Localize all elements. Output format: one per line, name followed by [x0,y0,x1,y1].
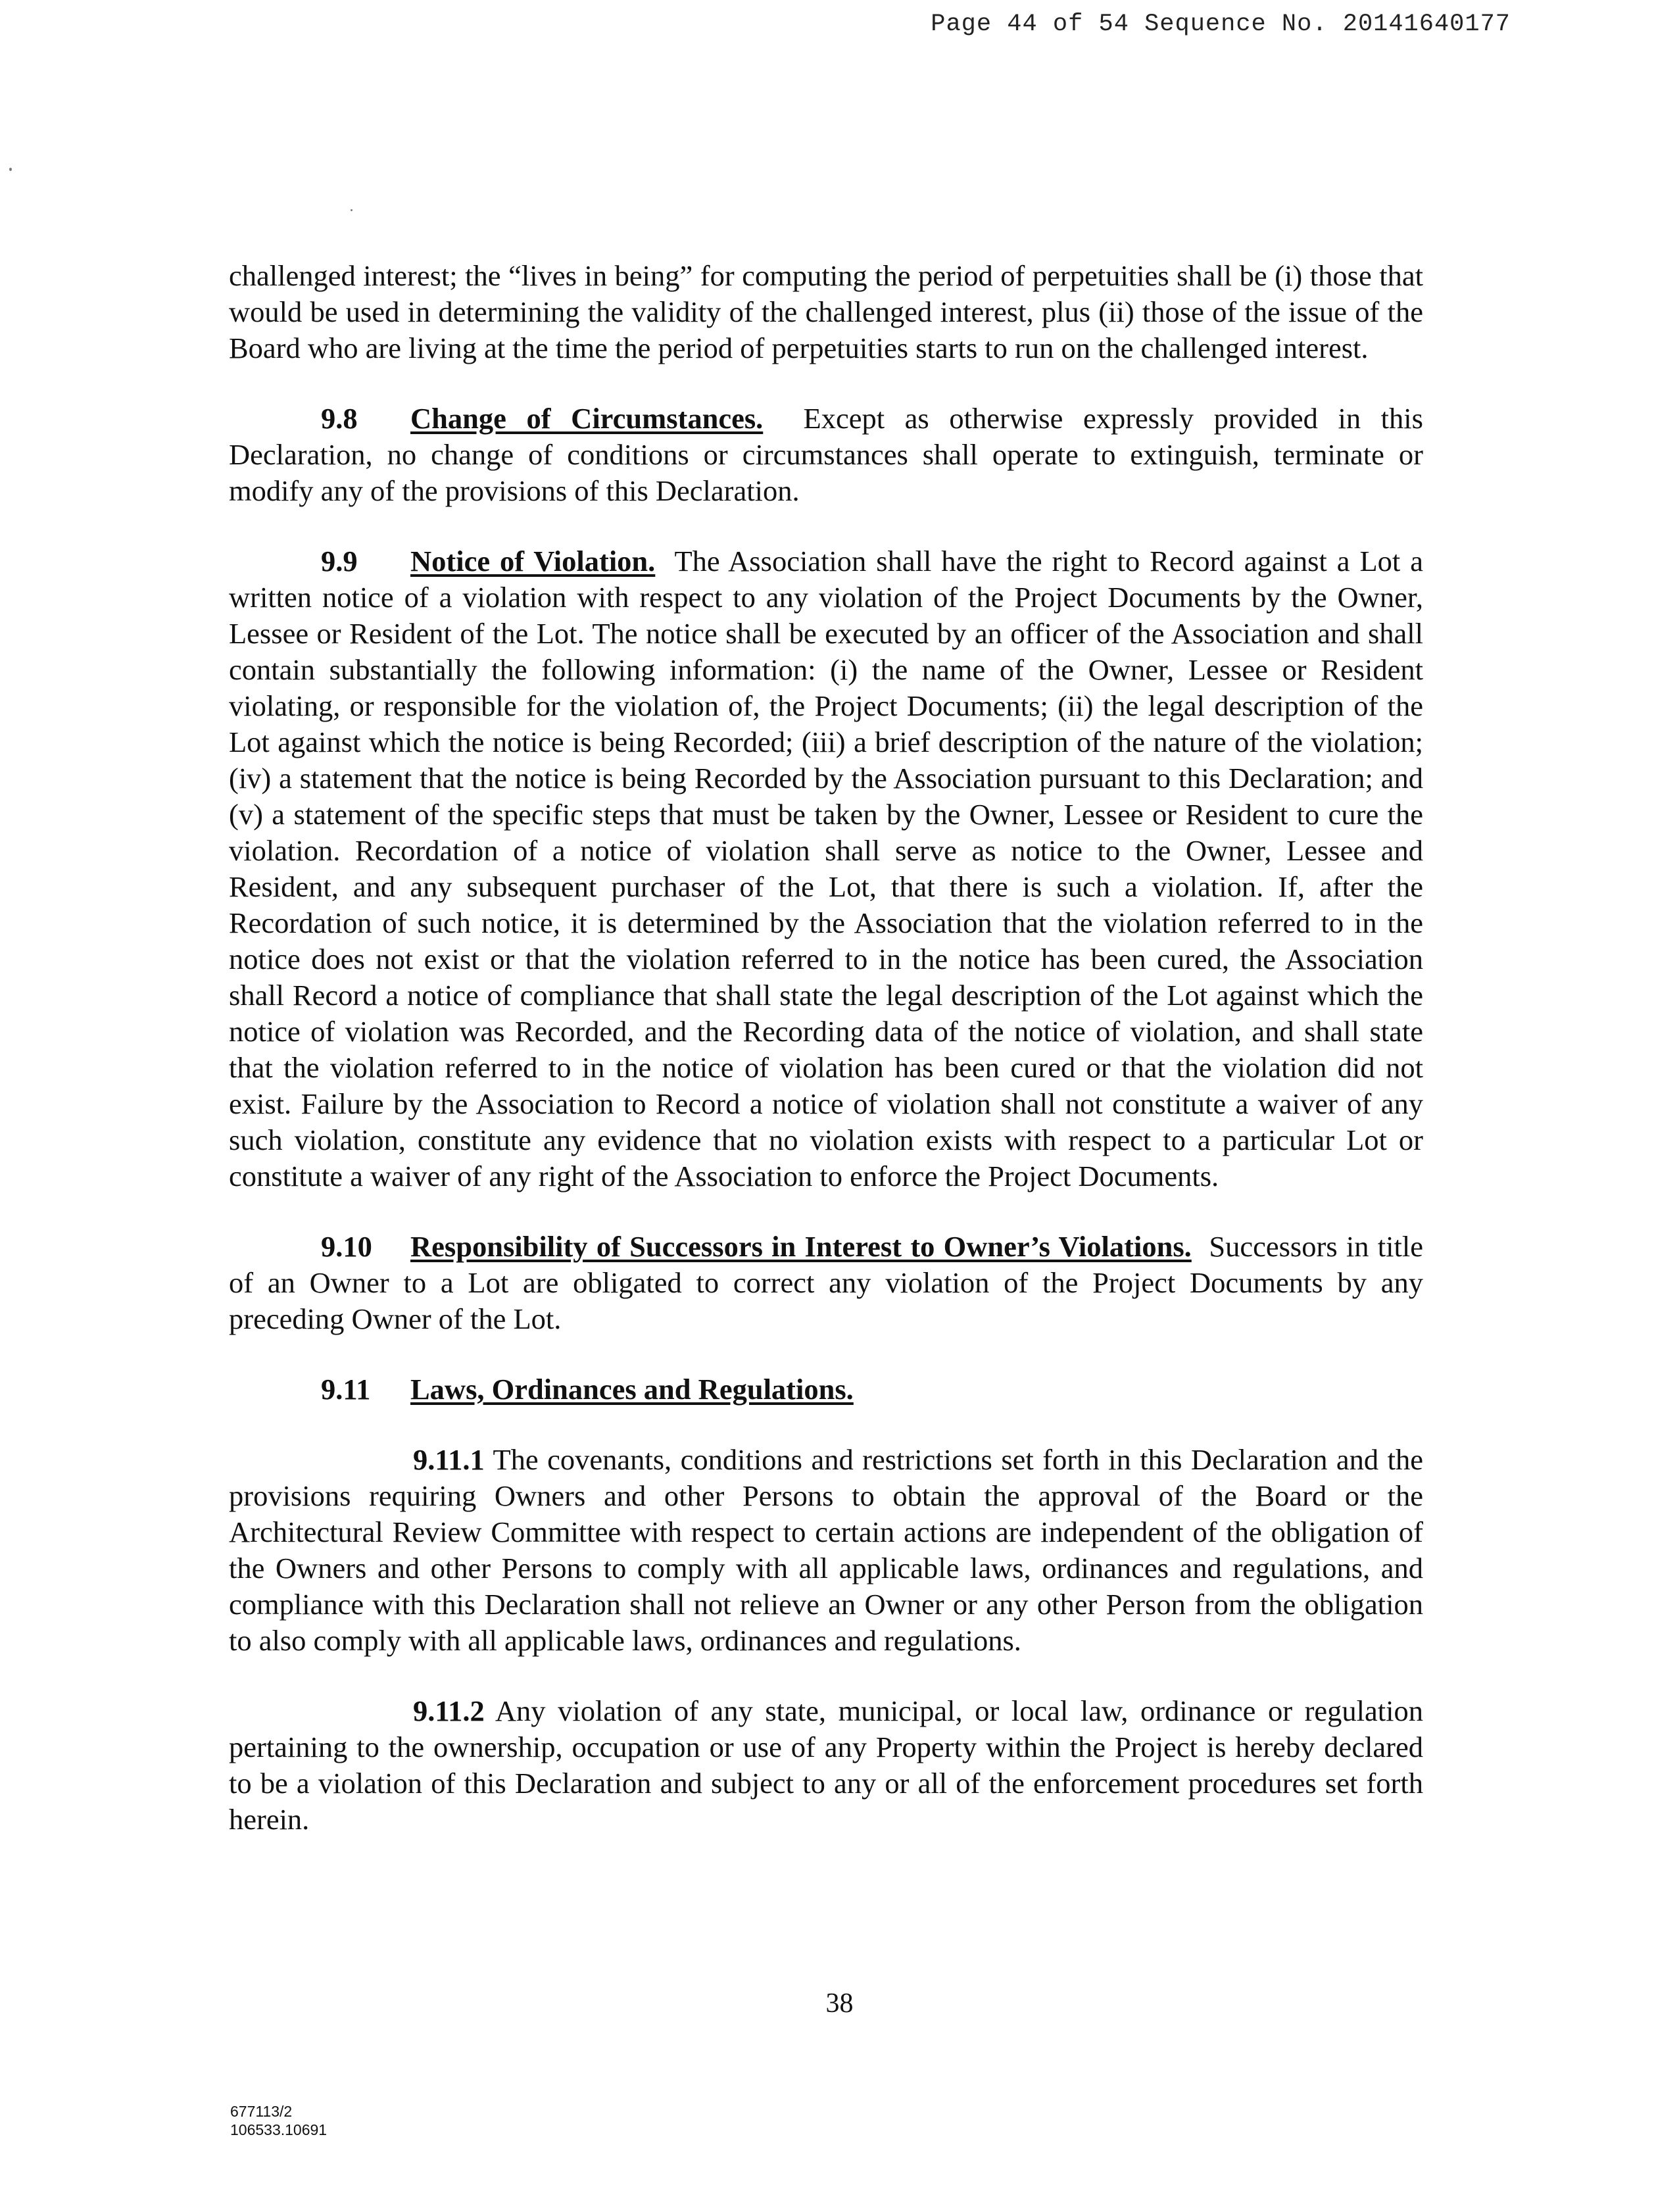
section-text: The Association shall have the right to Record against a Lot a written notice of a violation with respect to any violation of the Project Documents by the Owner, Lessee or Resident of the Lot. The notice shall be executed by an officer of the Association and shall contain substantially the following information: (i) the name of the Owner, Lessee or Resident violating, or responsible for the violation of, the Project Documents; (ii) the legal description of the Lot against which the notice is being Recorded; (iii) a brief description of the nature of the violation; (iv) a statement that the notice is being Recorded by the Association pursuant to this Declaration; and (v) a statement of the specific steps that must be taken by the Owner, Lessee or Resident to cure the violation. Recordation of a notice of violation shall serve as notice to the Owner, Lessee and Resident, and any subsequent purchaser of the Lot, that there is such a violation. If, after the Recordation of such notice, it is determined by the Association that the violation referred to in the notice does not exist or that the violation referred to in the notice has been cured, the Association shall Record a notice of compliance that shall state the legal description of the Lot against which the notice of violation was Recorded, and the Recording data of the notice of violation, and shall state that the violation referred to in the notice of violation has been cured or that the violation did not exist. Failure by the Association to Record a notice of violation shall not constitute a waiver of any such violation, constitute any evidence that no violation exists with respect to a particular Lot or constitute a waiver of any right of the Association to enforce the Project Documents. [229,545,1423,1192]
scan-speck [9,168,12,171]
document-body [229,258,1423,1872]
footer-document-ids [230,2102,327,2139]
doc-id: 106533.10691 [230,2121,328,2138]
section-9-11-1 [229,1442,1423,1659]
section-9-11 [229,1371,1423,1408]
section-text: The covenants, conditions and restrictions set forth in this Declaration and the provisions requiring Owners and other Persons to obtain the approval of the Board or the Architectural Review Committee with respect to certain actions are independent of the obligation of the Owners and other Persons to comply with all applicable laws, ordinances and regulations, and compliance with this Declaration shall not relieve an Owner or any other Person from the obligation to also comply with all applicable laws, ordinances and regulations. [229,1443,1423,1657]
section-number: 9.11 [321,1373,371,1406]
section-heading: Notice of Violation. [410,545,656,578]
section-heading: Laws, Ordinances and Regulations. [410,1373,854,1406]
section-number: 9.9 [321,545,358,578]
paragraph-text: challenged interest; the “lives in being” for computing the period of perpetuities shall be (i) those that would be used in determining the validity of the challenged interest, plus (ii) those of the issue of the Board who are living at the time the period of perpetuities starts to run on the challenged interest. [229,259,1423,364]
section-text: Any violation of any state, municipal, or local law, ordinance or regulation pertaining to the ownership, occupation or use of any Property within the Project is hereby declared to be a violation of this Declaration and subject to any or all of the enforcement procedures set forth herein. [229,1694,1424,1836]
scan-speck [351,209,353,211]
section-heading: Change of Circumstances. [410,402,764,435]
section-text: Except as otherwise expressly provided in this Declaration, no change of conditions or circumstances shall operate to extinguish, terminate or modify any of the provisions of this Declaration. [229,402,1423,507]
paragraph-intro [229,258,1423,366]
section-9-10 [229,1229,1423,1337]
section-number: 9.10 [321,1230,372,1263]
section-text: Successors in title of an Owner to a Lot are obligated to correct any violation of the Project Documents by any preceding Owner of the Lot. [229,1230,1424,1335]
section-9-9 [229,543,1423,1194]
section-9-11-2 [229,1693,1423,1838]
section-heading: Responsibility of Successors in Interest to Owner’s Violations. [410,1230,1192,1263]
doc-id: 677113/2 [230,2103,293,2120]
section-number: 9.8 [321,402,358,435]
page-header: Page 44 of 54 Sequence No. 20141640177 [931,11,1511,38]
page-number: 38 [825,1988,854,2019]
section-number: 9.11.1 [413,1443,485,1476]
section-9-8 [229,401,1423,509]
section-number: 9.11.2 [413,1694,485,1727]
